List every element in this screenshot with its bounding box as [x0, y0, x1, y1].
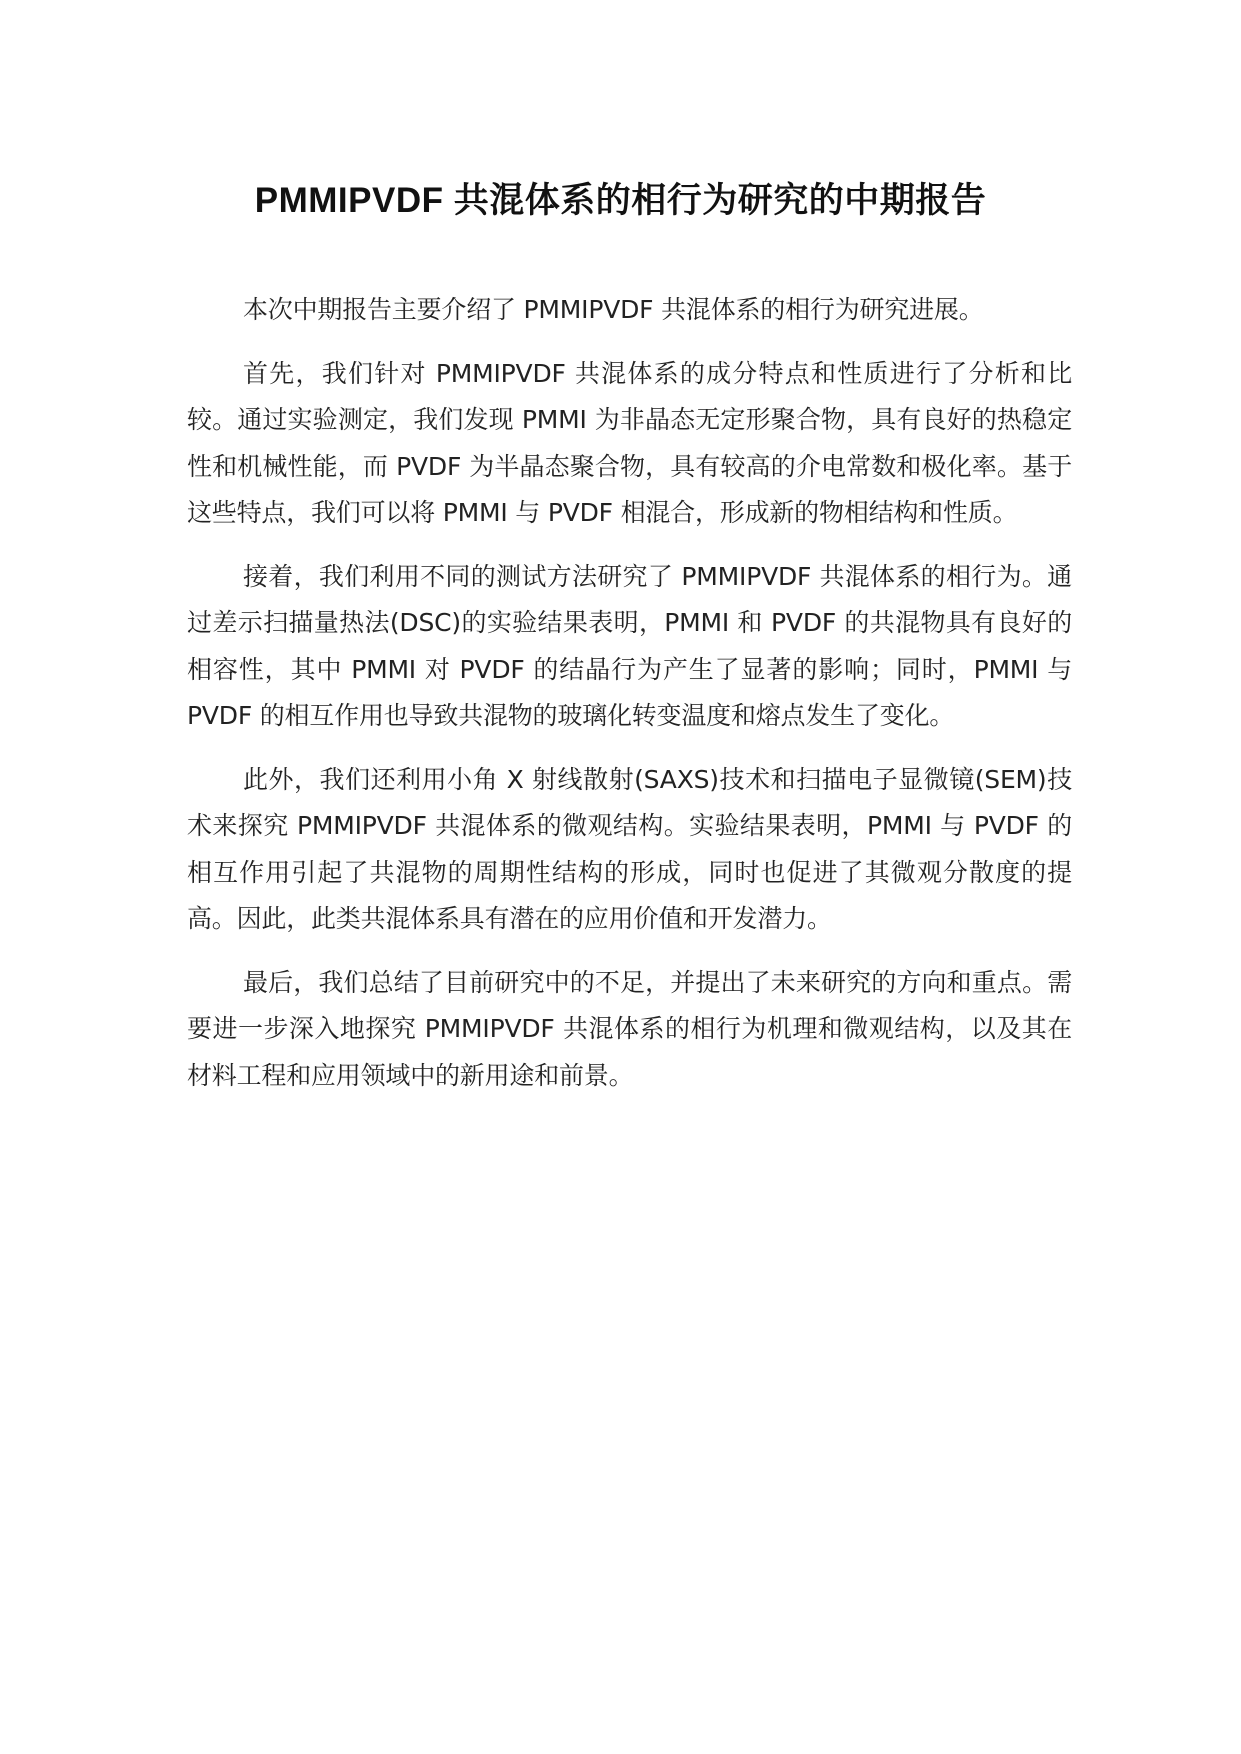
paragraph-composition-analysis: 首先，我们针对 PMMIPVDF 共混体系的成分特点和性质进行了分析和比较。通过实验测定，我们发现 PMMI 为非晶态无定形聚合物，具有良好的热稳定性和机械性能，而 PVDF 为半晶态聚合物，具有较高的介电常数和极化率。基于这些特点，我们可以将 PMMI 与 PVDF 相混合，形成新的物相结构和性质。 [187, 358, 1072, 527]
paragraph-microstructure: 此外，我们还利用小角 X 射线散射(SAXS)技术和扫描电子显微镜(SEM)技术来探究 PMMIPVDF 共混体系的微观结构。实验结果表明，PMMI 与 PVDF 的相互作用引起了共混物的周期性结构的形成，同时也促进了其微观分散度的提高。因此，此类共混体系具有潜在的应用价值和开发潜力。 [187, 764, 1072, 933]
paragraph-conclusion: 最后，我们总结了目前研究中的不足，并提出了未来研究的方向和重点。需要进一步深入地探究 PMMIPVDF 共混体系的相行为机理和微观结构，以及其在材料工程和应用领域中的新用途和前景。 [187, 967, 1072, 1090]
paragraph-intro: 本次中期报告主要介绍了 PMMIPVDF 共混体系的相行为研究进展。 [243, 295, 984, 324]
document-title: PMMIPVDF 共混体系的相行为研究的中期报告 [254, 181, 987, 220]
document-body [187, 287, 1072, 1116]
paragraph-phase-behavior: 接着，我们利用不同的测试方法研究了 PMMIPVDF 共混体系的相行为。通过差示扫描量热法(DSC)的实验结果表明，PMMI 和 PVDF 的共混物具有良好的相容性，其中 PMMI 对 PVDF 的结晶行为产生了显著的影响；同时，PMMI 与 PVDF 的相互作用也导致共混物的玻璃化转变温度和熔点发生了变化。 [187, 561, 1072, 730]
